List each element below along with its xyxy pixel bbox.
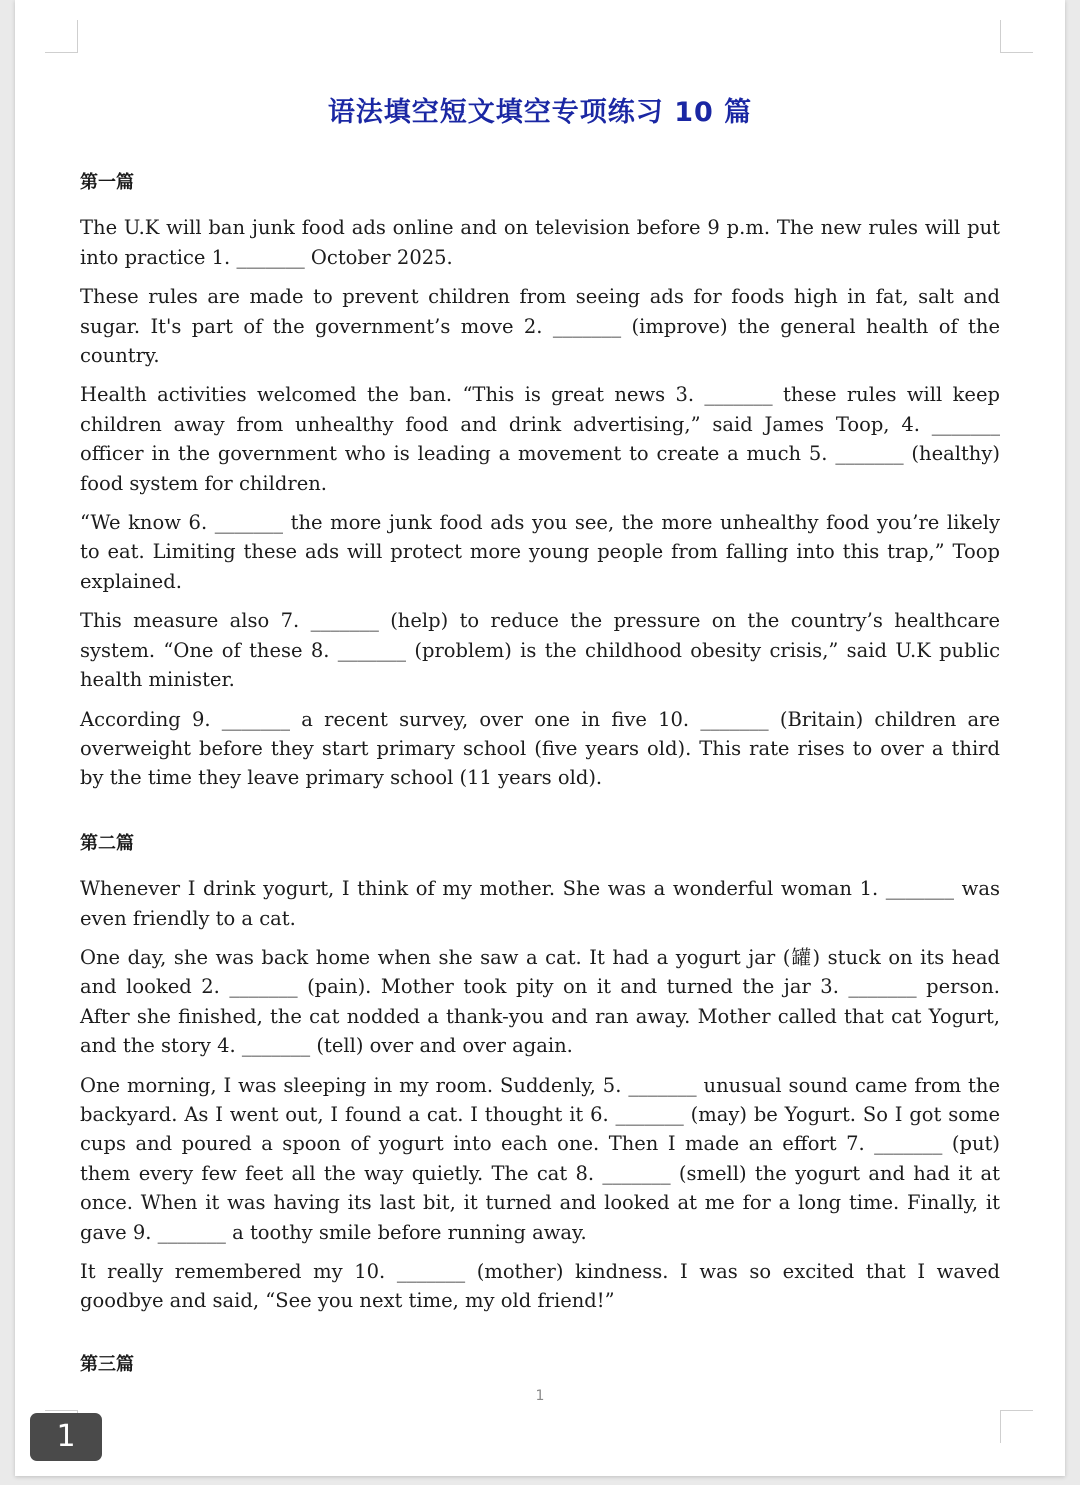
section-2: [80, 829, 1000, 1316]
paragraph: One day, she was back home when she saw a cat. It had a yogurt jar (罐) stuck on its head and looked 2. _______ (pain). Mother took pity on it and turned the jar 3. _______ person. After she finished, the cat nodded a thank-you and ran away. Mother called that cat Yogurt, and the story 4. _______ (tell) over and over again.: [80, 945, 1000, 1058]
paragraph: Whenever I drink yogurt, I think of my mother. She was a wonderful woman 1. _______ was even friendly to a cat.: [80, 877, 1000, 930]
section-3: [80, 1350, 1000, 1379]
paragraph: One morning, I was sleeping in my room. Suddenly, 5. _______ unusual sound came from the backyard. As I went out, I found a cat. I thought it 6. _______ (may) be Yogurt. So I got some cups and poured a spoon of yogurt into each one. Then I made an effort 7. _______ (put) them every few feet all the way quietly. The cat 8. _______ (smell) the yogurt and had it at once. When it was having its last bit, it turned and looked at me for a long time. Finally, it gave 9. _______ a toothy smile before running away.: [80, 1073, 1000, 1244]
crop-mark-top-right: [1000, 20, 1033, 53]
section-1: [80, 168, 1000, 793]
section-heading: 第二篇: [80, 832, 134, 854]
crop-mark-bottom-right: [1000, 1410, 1033, 1443]
paragraph: “We know 6. _______ the more junk food ads you see, the more unhealthy food you’re likely to eat. Limiting these ads will protect more young people from falling into this trap,” Toop explained.: [80, 511, 1000, 593]
paragraph: It really remembered my 10. _______ (mother) kindness. I was so excited that I waved goodbye and said, “See you next time, my old friend!”: [80, 1260, 1000, 1313]
section-heading: 第一篇: [80, 172, 134, 193]
page-number: 1: [535, 1388, 545, 1404]
section-heading: 第三篇: [80, 1353, 134, 1375]
document-body: [80, 168, 1000, 1395]
paragraph: According 9. _______ a recent survey, over one in five 10. _______ (Britain) children are overweight before they start primary school (five years old). This rate rises to over a third by the time they leave primary school (11 years old).: [80, 707, 1000, 790]
document-page: [15, 0, 1065, 1476]
paragraph: This measure also 7. _______ (help) to reduce the pressure on the country’s healthcare system. “One of these 8. _______ (problem) is the childhood obesity crisis,” said U.K public health minister.: [80, 609, 1000, 692]
crop-mark-top-left: [45, 20, 78, 53]
paragraph: These rules are made to prevent children from seeing ads for foods high in fat, salt and sugar. It's part of the government’s move 2. _______ (improve) the general health of the country.: [80, 285, 1000, 368]
page-indicator-badge[interactable]: 1: [30, 1413, 102, 1461]
paragraph: The U.K will ban junk food ads online and on television before 9 p.m. The new rules will put into practice 1. _______ October 2025.: [80, 216, 1000, 269]
document-title: 语法填空短文填空专项练习 10 篇: [327, 97, 753, 128]
paragraph: Health activities welcomed the ban. “This is great news 3. _______ these rules will keep children away from unhealthy food and drink advertising,” said James Toop, 4. _______ officer in the government who is leading a movement to create a much 5. _______ (healthy) food system for children.: [80, 383, 1000, 495]
